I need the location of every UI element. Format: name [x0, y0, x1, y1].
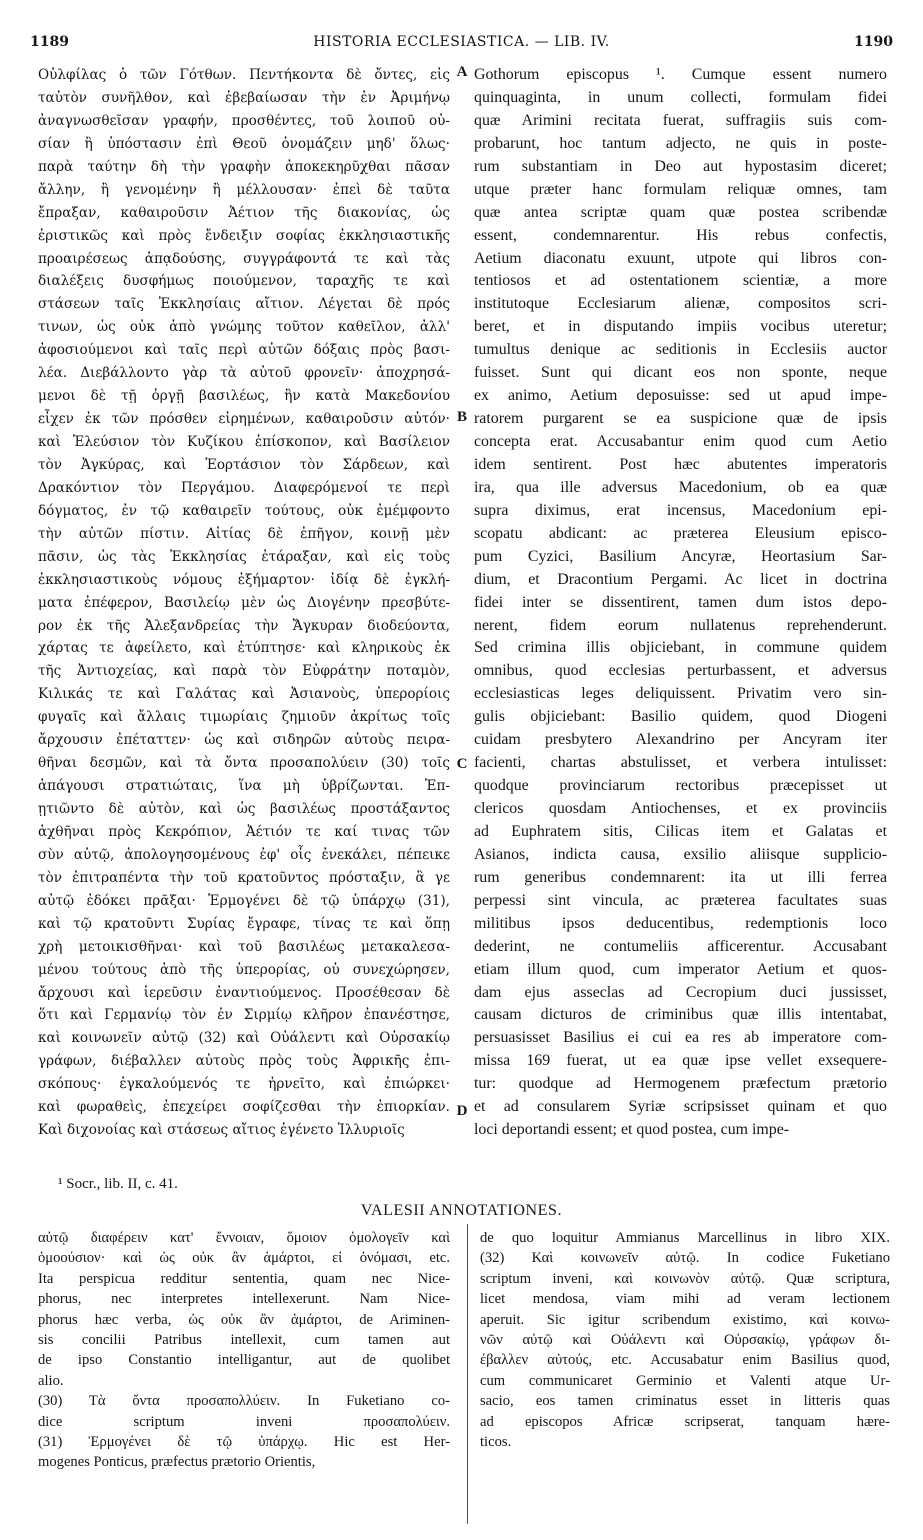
annotation-line: de quo loquitur Ammianus Marcellinus in libro XIX.: [480, 1230, 890, 1246]
latin-text-line: fidei inter se dissentirent, tamen dum istos depo-: [474, 593, 887, 611]
annotation-line: sis concilii Patribus intellexit, cum tamen aut: [38, 1331, 450, 1348]
greek-text-line: ἄρχουσιν ἐπέταττεν· ὡς καὶ σιδηρῶν αὐτοὺς πειρα-: [38, 732, 450, 749]
greek-text-line: δόγματος, ἐν τῷ καθαιρεῖν τούτους, οὐκ ἐμέμφοντο: [38, 502, 450, 519]
greek-text-line: Κιλικάς τε καὶ Γαλάτας καὶ Ἀσιανοὺς, ὑπερορίοις: [38, 686, 450, 703]
latin-text-line: Sed crimina illis objiciebant, in commune quidem: [474, 639, 887, 657]
greek-text-line: καὶ Ἐλεύσιον τὸν Κυζίκου ἐπίσκοπον, καὶ Βασίλειον: [38, 434, 450, 450]
latin-text-line: perpessi sint vincula, ac præterea facultates suas: [474, 891, 887, 909]
annotation-line: ad episcopos Africæ scripserat, tanquam hære-: [480, 1413, 890, 1430]
greek-text-line: ἀχθῆναι πρὸς Κεκρόπιον, Ἀέτιόν τε καί τινας τῶν: [38, 823, 450, 840]
greek-text-line: ἔπραξαν, καθαιροῦσιν Ἀέτιον τῆς διακονίας, ὡς: [38, 204, 450, 221]
annotation-line: scriptum inveni, καὶ κοινωνὸν αὐτῷ. Quæ scriptura,: [480, 1270, 890, 1287]
greek-text-line: ἄρχουσι καὶ ἱερεῦσιν ἐναντιούμενος. Προσέθεσαν δὲ: [38, 984, 450, 1001]
greek-text-line: στάσεων ταῖς Ἐκκλησίαις αἴτιον. Λέγεται δὲ πρός: [38, 296, 450, 313]
annotation-line: sacio, eos tamen criminatus esset in litteris quas: [480, 1393, 890, 1410]
annotations-left-column: [38, 1228, 450, 1473]
greek-text-line: Δρακόντιον τὸν Περγάμου. Διαφερόμενοί τε περὶ: [38, 479, 450, 496]
latin-text-line: pum Cyzici, Basilium Ancyræ, Heortasium Sar-: [474, 547, 887, 565]
greek-text-line: Καὶ διχονοίας καὶ στάσεως αἴτιος ἐγένετο Ἰλλυριοῖς: [38, 1122, 405, 1139]
latin-text-line: quinquaginta, in unum collecti, formulam fidei: [474, 88, 887, 106]
latin-text-line: Aetium diaconatu exuunt, utpote qui libros con-: [474, 249, 887, 267]
greek-text-line: ὅτι καὶ Γερμανίῳ τὸν ἐν Σιρμίῳ κλῆρον ἐπανέστησε,: [38, 1007, 450, 1024]
latin-text-line: causam dicturos de criminibus quæ illis intentabat,: [474, 1006, 887, 1024]
greek-text-line: σὺν αὐτῷ, ἀπολογησομένους ἐφ' οἷς ἐνεκάλει, πέπεικε: [38, 846, 450, 863]
greek-text-line: παρὰ ταύτην δὴ τὴν γραφὴν ἀποκεκηρῦχθαι πᾶσαν: [38, 158, 450, 175]
annotations-right-column: [480, 1228, 890, 1452]
latin-text-line: ex animo, Aetium deposuisse: sed ut apud impe-: [474, 387, 887, 405]
greek-text-line: φυγαῖς καὶ ἄλλαις τιμωρίαις ζημιοῦν ἀκρίτως τοῖς: [38, 709, 450, 726]
greek-text-line: ἀπάγουσι στρατιώταις, ἵνα μὴ ὑβρίζωνται. Ἐπ-: [38, 778, 450, 795]
latin-text-line: concepta erat. Accusabantur enim quod cum Aetio: [474, 433, 887, 450]
greek-text-line: ἀφοσιούμενοι καὶ ταῖς περὶ αὐτῶν δόξαις πρὸς βασι-: [38, 342, 450, 359]
greek-text-line: λέα. Διεβάλλοντο γὰρ τὰ αὐτοῦ φρονεῖν· ἀποχρησά-: [38, 365, 450, 382]
latin-text-line: tumultus denique ac seditionis in Ecclesiis auctor: [474, 341, 887, 359]
greek-text-line: ἄλλην, ἢ γενομένην ἢ μέλλουσαν· ἐπεὶ δὲ ταῦτα: [38, 181, 450, 198]
latin-text-line: etiam illum quod, cum imperator Aetium et quos-: [474, 960, 887, 978]
latin-text-line: rum generibus condemnarent: ita ut illi ferrea: [474, 868, 887, 886]
greek-text-line: Οὐλφίλας ὁ τῶν Γότθων. Πεντήκοντα δὲ ὄντες, εἰς: [38, 67, 450, 83]
annotations-title: VALESII ANNOTATIONES.: [360, 1202, 563, 1219]
greek-text-line: σκόπους· ἐγκαλούμενός τε ἠρνεῖτο, καὶ ἐπιώρκει·: [38, 1076, 450, 1093]
greek-text-line: χάρτας τε ἀφείλετο, καὶ ἐτύπτησε· καὶ κληρικοὺς ἐκ: [38, 640, 450, 657]
greek-text-line: ἐριστικῶς καὶ πρὸς ἔνδειξιν σοφίας ἐκκλησιαστικῆς: [38, 227, 450, 244]
latin-text-line: quodque provinciarum rectoribus præcepisset ut: [474, 777, 887, 795]
latin-text-line: quæ antea scriptæ quam quæ postea scribendæ: [474, 203, 887, 221]
greek-text-line: ρον ἐκ τῆς Ἀλεξανδρείας τὴν Ἄγκυραν διοδεύοντα,: [38, 617, 450, 634]
annotation-line: cum communicaret Germinio et Valenti atque Ur-: [480, 1372, 890, 1389]
latin-text-line: quæ Arimini recitata fuerat, suffragiis suis com-: [474, 111, 887, 129]
greek-text-line: αὐτῷ ἐδόκει πρᾶξαι· Ἑρμογένει δὲ τῷ ὑπάρχῳ (31),: [38, 892, 450, 909]
latin-text-line: institutoque Ecclesiarum alienæ, compositos scri-: [474, 295, 887, 313]
latin-text-line: ratorem purgarent se ea suspicione quæ de ipsis: [474, 410, 887, 428]
latin-text-line: Gothorum episcopus ¹. Cumque essent numero: [474, 66, 887, 83]
greek-text-line: προαιρέσεως ἀπᾳδούσης, συγγράφοντά τε καὶ τὰς: [38, 250, 450, 267]
latin-text-line: utque præter hanc formulam reliquæ omnes, tam: [474, 180, 887, 198]
greek-text-line: θῆναι δεσμῶν, καὶ τὰ ὄντα προσαπολύειν (30) τοῖς: [38, 755, 450, 772]
greek-text-line: τὴν αὐτῶν πίστιν. Αἰτίας δὲ ἐπῆγον, κοινῇ μὲν: [38, 525, 450, 542]
annotation-line: έβαλλεν αὐτούς, etc. Accusabatur enim Basilius quod,: [480, 1352, 890, 1369]
greek-text-line: ἀναγνωσθεῖσαν γραφήν, προσθέντες, τοῦ λοιποῦ οὐ-: [38, 112, 450, 129]
page-header: [30, 34, 893, 56]
margin-marker-d: D: [456, 1103, 468, 1119]
latin-text-line: probarunt, hoc tantum adjecto, ne quis in poste-: [474, 134, 887, 152]
greek-text-line: τινων, ὡς οὐκ ἀπὸ γνώμης τοῦτον καθεῖλον, ἀλλ': [38, 319, 450, 336]
latin-text-line: tur: quodque ad Hermogenem præfectum prætorio: [474, 1075, 887, 1093]
greek-text-line: μενοι δὲ τῇ ὀργῇ βασιλέως, ἣν κατὰ Μακεδονίου: [38, 388, 450, 405]
annotation-line: (31) Ἑρμογένει δὲ τῷ ὑπάρχῳ. Hic est Her-: [38, 1433, 450, 1450]
greek-text-line: σίαν ἢ ὑπόστασιν ἐπὶ Θεοῦ ὀνομάζειν μηδ' ὅλως·: [38, 135, 450, 152]
page-number-left: 1189: [30, 34, 69, 50]
annotation-line: νῶν αὐτῷ καὶ Οὐάλεντι καὶ Οὐρσακίῳ, γράφων δι-: [480, 1331, 890, 1348]
annotation-line: phorus hæc verba, ὡς οὐκ ἂν ἁμάρτοι, de Ariminen-: [38, 1311, 450, 1328]
annotation-line: de ipso Constantio intelligantur, aut de quolibet: [38, 1352, 450, 1369]
greek-text-line: μένου τούτους ἀπὸ τῆς ὑπερορίας, οὐ συνεχώρησεν,: [38, 961, 450, 978]
greek-text-line: τὸν Ἀγκύρας, καὶ Ἑορτάσιον τὸν Σάρδεων, καὶ: [38, 456, 450, 473]
latin-text-line: ad Euphratem sitis, Cilicas item et Galatas et: [474, 822, 887, 840]
latin-text-line: militibus ipsos deducentibus, redemptionis loco: [474, 914, 887, 932]
greek-text-line: ματα ἐπέφερον, Βασιλείῳ μὲν ὡς Διογένην πρεσβύτε-: [38, 594, 450, 611]
greek-text-line: πᾶσιν, ὡς τὰς Ἐκκλησίας ἐτάραξαν, καὶ εἰς τοὺς: [38, 548, 450, 565]
greek-text-line: γράφων, διέβαλλεν αὐτοὺς πρὸς τοὺς Ἀφρικῆς ἐπι-: [38, 1053, 450, 1070]
latin-text-line: fuisset. Sunt qui dicant eos non sponte, neque: [474, 364, 887, 382]
latin-text-line: missa 169 fuerat, ut ea quæ ipse vellet exsequere-: [474, 1052, 887, 1070]
latin-text-line: beret, et in disputando impiis vocibus uteretur;: [474, 318, 887, 336]
greek-text-line: τῆς Ἀντιοχείας, καὶ παρὰ τὸν Εὐφράτην ποταμὸν,: [38, 663, 450, 680]
annotation-line: αὐτῷ διαφέρειν κατ' ἔννοιαν, ὅμοιον ὁμολογεῖν καὶ: [38, 1230, 450, 1246]
greek-text-line: καὶ φωραθεὶς, ἐπεχείρει σοφίζεσθαι τὴν ἐπιορκίαν.: [38, 1099, 450, 1116]
latin-text-line: facienti, chartas abstulisset, et verbera intulisset:: [474, 754, 887, 772]
greek-text-line: διαλέξεις δυσφήμως ποιούμενον, ταραχῆς τε καὶ: [38, 273, 450, 290]
latin-text-line: ecclesiasticas leges deliquissent. Privatim vero sin-: [474, 685, 887, 703]
latin-text-line: idem sentirent. Post hæc abutentes imperatoris: [474, 455, 887, 473]
greek-text-column: [38, 64, 450, 1142]
latin-text-line: Asianos, indicta causa, exsilio aliisque supplicio-: [474, 845, 887, 863]
latin-text-line: ira, qua ille adversus Macedonium, ob ea quæ: [474, 478, 887, 496]
latin-text-line: loci deportandi essent; et quod postea, cum impe-: [474, 1121, 790, 1139]
latin-text-line: tentiosos et ad ostentationem scientiæ, a more: [474, 272, 887, 290]
annotation-line: (30) Τὰ ὄντα προσαπολλύειν. In Fuketiano co-: [38, 1393, 450, 1410]
latin-text-column: [474, 64, 887, 1142]
latin-text-line: dederint, ne contumeliis afficerentur. Accusabant: [474, 937, 887, 955]
latin-text-line: gulis objiciebant: Basilio quidem, quod Diogeni: [474, 708, 887, 726]
greek-text-line: ἐκκλησιαστικοὺς νόμους ἐξήμαρτον· ἰδίᾳ δὲ ἐγκλή-: [38, 571, 450, 588]
annotation-line: (32) Καὶ κοινωνεῖν αὐτῷ. In codice Fuketiano: [480, 1250, 890, 1267]
annotation-line: ticos.: [480, 1433, 512, 1450]
margin-marker-b: B: [456, 409, 467, 425]
margin-marker-a: A: [456, 64, 468, 80]
latin-text-line: persuasisset Basilius ei cui ea res ab imperatore com-: [474, 1029, 887, 1047]
latin-text-line: et ad consularem Syriæ scripsisset quinam et quo: [474, 1098, 887, 1116]
latin-text-line: supra diximus, erat incensus, Macedonium epi-: [474, 501, 887, 519]
greek-text-line: ταὐτὸν συνῆλθον, καὶ ἐβεβαίωσαν τὴν ἐν Ἀριμήνῳ: [38, 89, 450, 106]
running-title: HISTORIA ECCLESIASTICA. — LIB. IV.: [313, 34, 610, 50]
greek-text-line: χρὴ μετοικισθῆναι· καὶ τοῦ βασιλέως μετακαλεσα-: [38, 938, 450, 955]
annotation-line: ὁμοούσιον· καὶ ὡς οὐκ ἂν ἁμάρτοι, εἰ ὀνόμασι, etc.: [38, 1250, 450, 1267]
greek-text-line: εἶχεν ἐκ τῶν πρόσθεν εἰρημένων, καθαιροῦσιν αὐτόν·: [38, 411, 450, 428]
latin-text-line: rum substantiam in Deo aut hypostasim diceret;: [474, 157, 887, 175]
margin-markers: [450, 64, 474, 864]
annotation-line: dice scriptum inveni προσαπολύειν.: [38, 1413, 450, 1430]
latin-text-line: omnibus, quod ecclesias perturbassent, et adversus: [474, 662, 887, 680]
latin-text-line: scopatu abdicant: ac præterea Eleusium episco-: [474, 524, 887, 542]
annotation-line: mogenes Ponticus, præfectus prætorio Orientis,: [38, 1454, 316, 1471]
greek-text-line: τὸν ἐπιτραπέντα τὴν τοῦ κρατοῦντος πρόσταξιν, ἃ γε: [38, 869, 450, 886]
latin-text-line: essent, condemnarentur. His rebus confectis,: [474, 226, 887, 244]
annotation-line: alio.: [38, 1372, 64, 1389]
greek-text-line: καὶ κοινωνεῖν αὐτῷ (32) καὶ Οὐάλεντι καὶ Οὐρσακίῳ: [38, 1030, 450, 1047]
annotation-line: phorus, nec interpretes intellexerunt. Nam Nice-: [38, 1291, 450, 1308]
annotation-line: Ita perspicua redditur sententia, quam nec Nice-: [38, 1270, 450, 1287]
greek-text-line: καὶ τῷ κρατοῦντι Συρίας ἔγραφε, τίνας τε καὶ ὅπῃ: [38, 915, 450, 932]
footnote: ¹ Socr., lib. II, c. 41.: [58, 1176, 178, 1192]
page-number-right: 1190: [854, 34, 893, 50]
column-divider: [467, 1224, 468, 1524]
latin-text-line: clericos quosdam Antiochenses, et ex provinciis: [474, 800, 887, 817]
latin-text-line: dam ejus asseclas ad Cecropium duci jussisset,: [474, 983, 887, 1001]
annotation-line: licet mendosa, viam mihi ad veram lectionem: [480, 1291, 890, 1308]
greek-text-line: ῃτιῶντο δὲ αὐτὸν, καὶ ὡς βασιλέως προστάξαντος: [38, 801, 450, 817]
annotation-line: aperuit. Sic igitur scribendum existimo, καὶ κοινω-: [480, 1311, 890, 1328]
latin-text-line: nerent, fidem eorum nullatenus reprehenderunt.: [474, 616, 887, 634]
latin-text-line: dium, et Dracontium Pergami. Ac licet in doctrina: [474, 570, 887, 588]
latin-text-line: cuidam presbytero Alexandrino per Ancyram iter: [474, 731, 887, 749]
margin-marker-c: C: [456, 756, 468, 772]
